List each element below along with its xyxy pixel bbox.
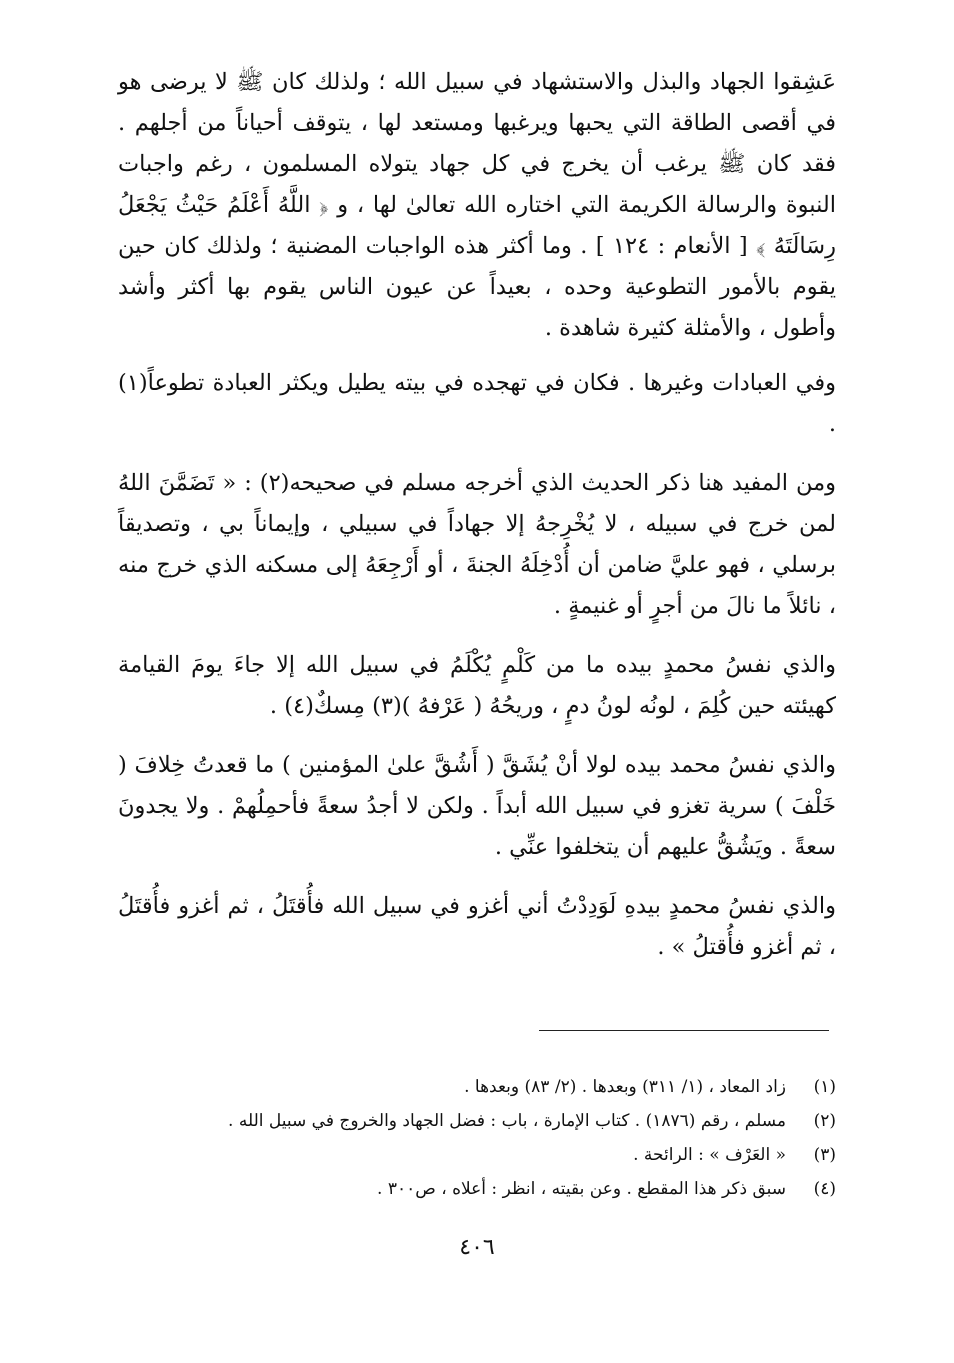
footnote-number: (٤) bbox=[813, 1179, 836, 1199]
footnotes bbox=[118, 1070, 836, 1206]
footnote-number: (٢) bbox=[813, 1111, 836, 1131]
paragraph-2: وفي العبادات وغيرها . فكان في تهجده في بيته يطيل ويكثر العبادة تطوعاً(١) . bbox=[118, 370, 836, 437]
paragraph-4: والذي نفسُ محمدٍ بيده ما من كَلْمٍ يُكْلَمُ في سبيل الله إلا جاءَ يومَ القيامة كهيئته حين كُلِمَ ، لونُه لونُ دمٍ ، وريحُهُ ( عَرْفهُ )(٣) مِسكٌ(٤) . bbox=[118, 652, 836, 719]
footnote-4 bbox=[118, 1172, 836, 1206]
footnote-number: (١) bbox=[813, 1077, 836, 1097]
footnote-text: سبق ذكر هذا المقطع . وعن بقيته ، انظر : أعلاه ، ص٣٠٠ . bbox=[377, 1179, 786, 1199]
footnote-text: « العَرْف » : الرائحة . bbox=[633, 1145, 786, 1165]
main-text bbox=[118, 62, 836, 986]
footnote-separator bbox=[539, 1030, 829, 1031]
footnote-1 bbox=[118, 1070, 836, 1104]
paragraph-6: والذي نفسُ محمدٍ بيدهِ لَوَدِدْتُ أني أغزو في سبيل الله فأُقتَلُ ، ثم أغزو فأُقتَلُ ، ثم أغزو فأُقتلُ » . bbox=[118, 893, 836, 960]
footnote-number: (٣) bbox=[813, 1145, 836, 1165]
paragraph-5: والذي نفسُ محمد بيده لولا أنْ يُشَقَّ ( أَشُقَّ علىٰ المؤمنين ) ما قعدتُ خِلافَ ( خَلْفَ ) سرية تغزو في سبيل الله أبداً . ولكن لا أجدُ سعةً فأحمِلُهمْ . ولا يجدونَ سعةً . ويَشُقُّ عليهم أن يتخلفوا عنِّي . bbox=[118, 752, 836, 860]
paragraph-3: ومن المفيد هنا ذكر الحديث الذي أخرجه مسلم في صحيحه(٢) : « تَضَمَّنَ اللهُ لمن خرج في سبيله ، لا يُخْرِجهُ إلا جهاداً في سبيلي ، وإيماناً بي ، وتصديقاً برسلي ، فهو عليَّ ضامن أن أُدْخِلَهُ الجنةَ ، أو أَرْجِعَهُ إلى مسكنه الذي خرج منه ، نائلاً ما نالَ من أجرٍ أو غنيمةٍ . bbox=[118, 470, 836, 619]
footnote-text: زاد المعاد ، (١/ ٣١١) وبعدها . (٢/ ٨٣) وبعدها . bbox=[464, 1077, 786, 1097]
footnote-2 bbox=[118, 1104, 836, 1138]
footnote-3 bbox=[118, 1138, 836, 1172]
paragraph-1: عَشِقوا الجهاد والبذل والاستشهاد في سبيل الله ؛ ولذلك كان ﷺ لا يرضى هو في أقصى الطاقة التي يحبها ويرغبها ومستعد لها ، يتوقف أحياناً من أجلهم . فقد كان ﷺ يرغب أن يخرج في كل جهاد يتولاه المسلمون ، رغم واجبات النبوة والرسالة الكريمة التي اختاره الله تعالىٰ لها ، و ﴿ اللَّهُ أَعْلَمُ حَيْثُ يَجْعَلُ رِسَالَتَهُ ﴾ [ الأنعام : ١٢٤ ] . وما أكثر هذه الواجبات المضنية ؛ ولذلك كان حين يقوم بالأمور التطوعية وحده ، بعيداً عن عيون الناس يقوم بها أكثر وأشد وأطول ، والأمثلة كثيرة شاهدة . bbox=[118, 69, 837, 341]
footnote-text: مسلم ، رقم (١٨٧٦) . كتاب الإمارة ، باب : فضل الجهاد والخروج في سبيل الله . bbox=[228, 1111, 786, 1131]
page-number: ٤٠٦ bbox=[459, 1235, 495, 1260]
